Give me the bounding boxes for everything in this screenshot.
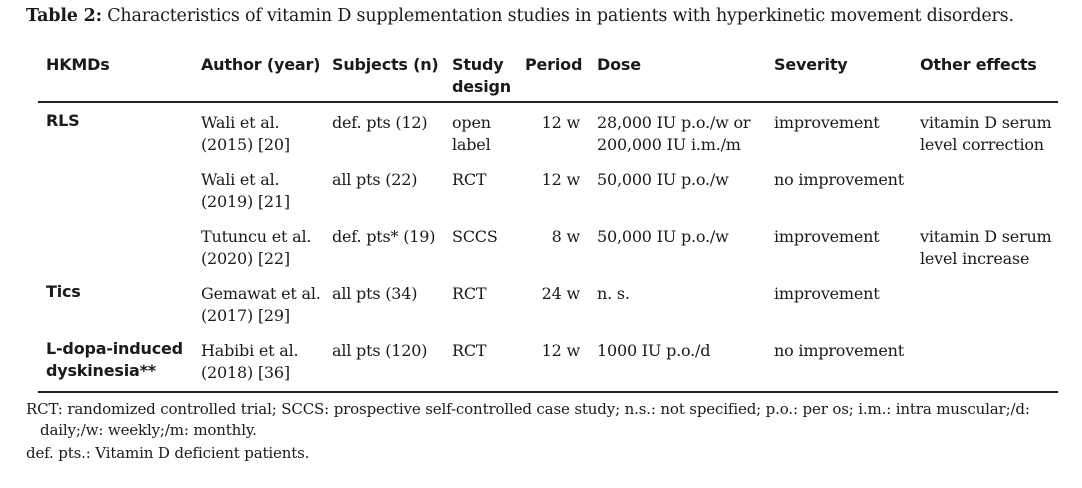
author-line1: Habibi et al. (201, 341, 299, 360)
other-line1: vitamin D serum (920, 113, 1052, 132)
other-line2: level correction (920, 135, 1044, 154)
footnote-def-pts: def. pts.: Vitamin D deficient patients. (26, 444, 310, 462)
dose-line2: 200,000 IU i.m./m (597, 135, 741, 154)
author-line2: (2017) [29] (201, 306, 290, 325)
group-label-ldopa-line2: dyskinesia** (46, 361, 156, 380)
author-line2: (2019) [21] (201, 192, 290, 211)
caption-label: Table 2: (26, 6, 102, 26)
header-rule (38, 101, 1058, 103)
table-row-design: SCCS (452, 227, 498, 246)
table-row-period: 8 w (551, 227, 580, 246)
table-row-severity: no improvement (774, 170, 904, 189)
table-row-author (201, 112, 290, 156)
table-row-subjects: def. pts (12) (332, 113, 428, 132)
header-period: Period (525, 55, 583, 74)
header-design-line2: design (452, 77, 511, 96)
author-line1: Wali et al. (201, 113, 280, 132)
table-row-author (201, 283, 321, 327)
table-row-design: RCT (452, 284, 487, 303)
group-label-ldopa-line1: L-dopa-induced (46, 339, 183, 358)
table-row-period: 24 w (541, 284, 580, 303)
other-line1: vitamin D serum (920, 227, 1052, 246)
group-label-ldopa (46, 338, 183, 382)
table-row-severity: improvement (774, 227, 880, 246)
table-row-design: RCT (452, 341, 487, 360)
author-line1: Tutuncu et al. (201, 227, 312, 246)
table-row-author (201, 226, 311, 270)
dose-line1: 28,000 IU p.o./w or (597, 113, 751, 132)
table-row-dose (597, 112, 750, 156)
author-line1: Gemawat et al. (201, 284, 321, 303)
header-dose: Dose (597, 55, 641, 74)
table-row-severity: improvement (774, 113, 880, 132)
table-row-dose: 1000 IU p.o./d (597, 341, 711, 360)
header-other: Other effects (920, 55, 1037, 74)
design-line1: open (452, 113, 491, 132)
table-row-dose: 50,000 IU p.o./w (597, 227, 729, 246)
header-hkmds: HKMDs (46, 55, 110, 74)
table-row-severity: improvement (774, 284, 880, 303)
footnote-abbreviations-cont: daily;/w: weekly;/m: monthly. (40, 421, 257, 439)
table-row-other (920, 112, 1052, 156)
author-line1: Wali et al. (201, 170, 280, 189)
caption-text: Characteristics of vitamin D supplementation studies in patients with hyperkinetic movement disorders. (107, 6, 1014, 26)
table-row-period: 12 w (541, 113, 580, 132)
table-row-design: RCT (452, 170, 487, 189)
author-line2: (2020) [22] (201, 249, 290, 268)
table-row-subjects: all pts (34) (332, 284, 418, 303)
header-design-line1: Study (452, 55, 504, 74)
table-row-author (201, 169, 290, 213)
table-row-severity: no improvement (774, 341, 904, 360)
group-label-tics: Tics (46, 282, 81, 301)
header-design (452, 54, 511, 98)
design-line2: label (452, 135, 491, 154)
other-line2: level increase (920, 249, 1030, 268)
table-row-subjects: all pts (120) (332, 341, 428, 360)
table-row-dose: 50,000 IU p.o./w (597, 170, 729, 189)
header-subjects: Subjects (n) (332, 55, 439, 74)
header-author: Author (year) (201, 55, 321, 74)
table-row-author (201, 340, 298, 384)
table-row-subjects: def. pts* (19) (332, 227, 436, 246)
table-bottom-rule (38, 391, 1058, 393)
table-row-other (920, 226, 1052, 270)
author-line2: (2018) [36] (201, 363, 290, 382)
group-label-rls: RLS (46, 111, 80, 130)
footnote-abbreviations: RCT: randomized controlled trial; SCCS: prospective self-controlled case study; n.s.: not specified; p.o.: per os; i.m.: intra muscular;/d: (26, 400, 1030, 418)
author-line2: (2015) [20] (201, 135, 290, 154)
table-row-period: 12 w (541, 341, 580, 360)
table-row-dose: n. s. (597, 284, 630, 303)
table-row-period: 12 w (541, 170, 580, 189)
table-caption (26, 6, 1014, 26)
table-row-design (452, 112, 491, 156)
table-row-subjects: all pts (22) (332, 170, 418, 189)
header-severity: Severity (774, 55, 848, 74)
